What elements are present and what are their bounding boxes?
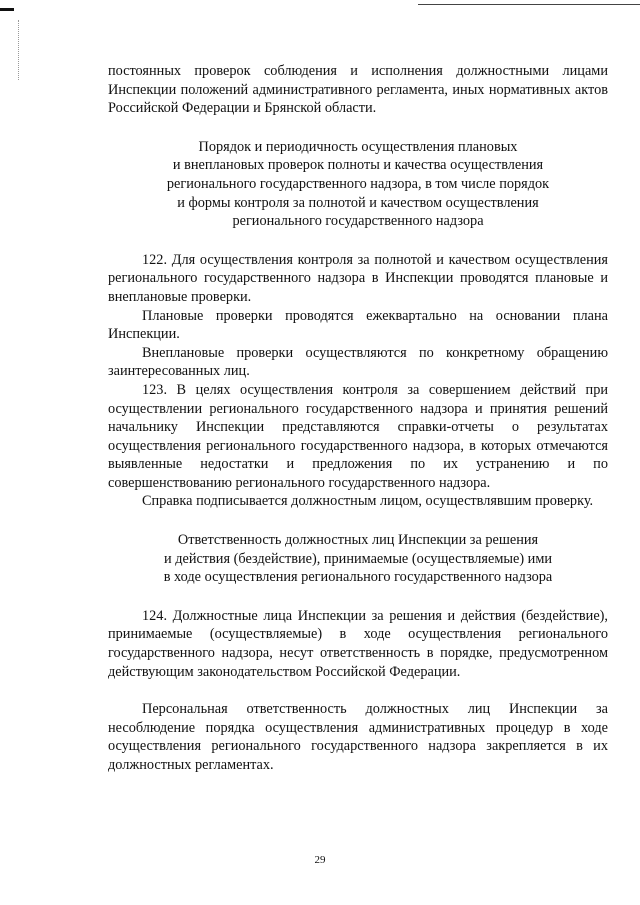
heading-line: регионального государственного надзора xyxy=(232,213,484,230)
scan-rule xyxy=(418,4,640,5)
scan-dots xyxy=(18,20,21,80)
paragraph-unplanned: Внеплановые проверки осуществляются по конкретному обращению заинтересованных лиц. xyxy=(108,344,608,380)
heading-line: Порядок и периодичность осуществления плановых xyxy=(198,138,518,155)
intro-paragraph: постоянных проверок соблюдения и исполнения должностными лицами Инспекции положений административного регламента, иных нормативных актов Российской Федерации и Брянской области. xyxy=(108,63,608,117)
heading-line: в ходе осуществления регионального государственного надзора xyxy=(163,569,553,586)
document-page xyxy=(108,62,608,775)
paragraph-124: 124. Должностные лица Инспекции за решения и действия (бездействие), принимаемые (осуществляемые) в ходе осуществления регионального государственного надзора, несут ответственность в порядке, предусмотренном действующим законодательством Российской Федерации. xyxy=(108,607,608,680)
paragraph-122: 122. Для осуществления контроля за полнотой и качеством осуществления регионального государственного надзора в Инспекции проводятся плановые и внеплановые проверки. xyxy=(108,251,608,305)
heading-line: и формы контроля за полнотой и качеством осуществления xyxy=(177,194,539,211)
section-heading-control xyxy=(108,138,608,231)
heading-line: и действия (бездействие), принимаемые (осуществляемые) ими xyxy=(163,550,553,567)
section-heading-responsibility xyxy=(108,531,608,587)
paragraph-signed: Справка подписывается должностным лицом, осуществлявшим проверку. xyxy=(142,493,594,510)
heading-line: регионального государственного надзора, в том числе порядок xyxy=(166,175,550,192)
paragraph-planned: Плановые проверки проводятся ежеквартально на основании плана Инспекции. xyxy=(108,307,608,343)
paragraph-123: 123. В целях осуществления контроля за совершением действий при осуществлении регионального государственного надзора и принятия решений начальнику Инспекции представляются справки-отчеты о результатах осуществления регионального государственного надзора, в которых отмечаются выявленные недостатки и предложения по их устранению и по совершенствованию регионального государственного надзора. xyxy=(108,381,608,491)
paragraph-personal: Персональная ответственность должностных лиц Инспекции за несоблюдение порядка осуществления административных процедур в ходе осуществления регионального государственного надзора закрепляется в их должностных регламентах. xyxy=(108,701,608,773)
scan-mark xyxy=(0,8,14,11)
page-number: 29 xyxy=(314,854,326,866)
heading-line: Ответственность должностных лиц Инспекции за решения xyxy=(177,532,539,549)
heading-line: и внеплановых проверок полноты и качества осуществления xyxy=(172,157,544,174)
